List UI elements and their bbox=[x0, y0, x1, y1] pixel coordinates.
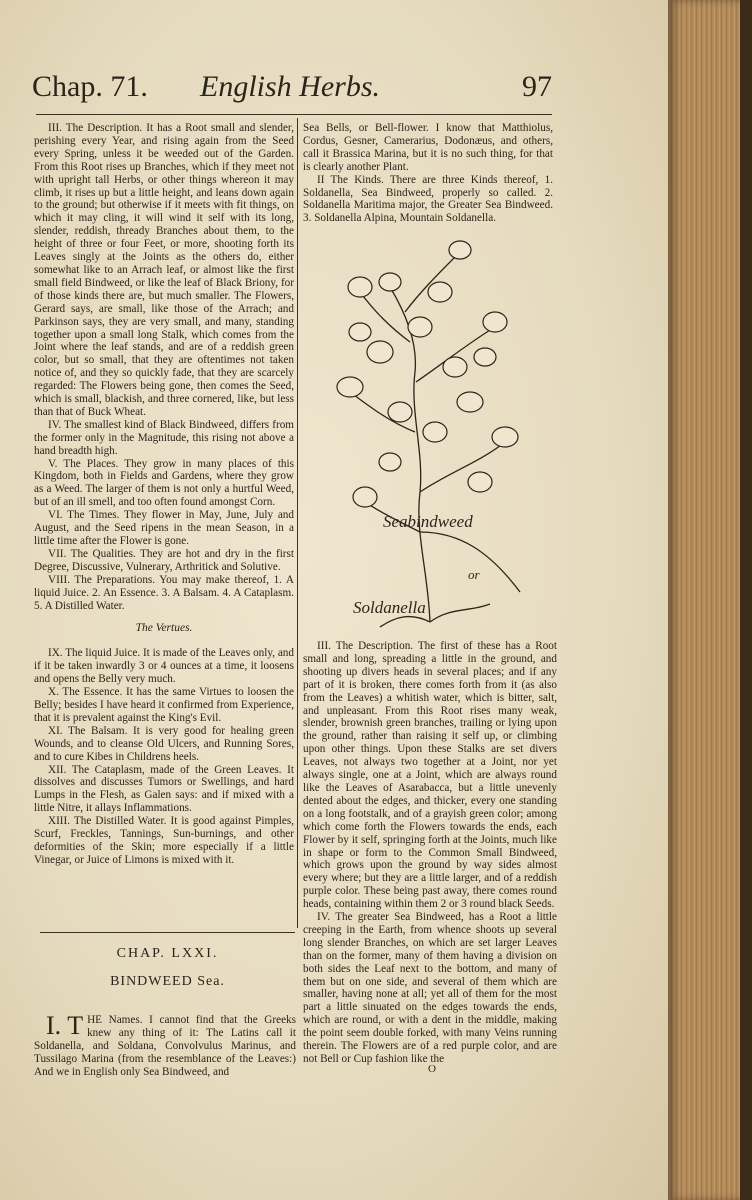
header-rule bbox=[36, 114, 552, 115]
right-column-top bbox=[303, 122, 553, 225]
book-page-edges bbox=[668, 0, 752, 1200]
chapter-number: Chap. 71. bbox=[32, 70, 148, 103]
paragraph-times: VI. The Times. They flower in May, June, July and August, and the Seed ripens in the mean Season, in a little time after the Flower is gone. bbox=[34, 509, 294, 547]
chapter-rule bbox=[40, 932, 295, 933]
paragraph-description: III. The Description. It has a Root small and slender, perishing every Year, and rising again from the Seed every Spring, unless it be weeded out of the Garden. From this Root rises up Branches, which if they meet not with upright tall Herbs, or other things whereon it may climb, it rises up but a little height, and leans down again to the ground; but otherwise if it meets with fit things, on which it may cling, it will wind it self with its long, slender, reddish, thready Branches about them, to the height of three or four Feet, or more, shooting forth its Leaves singly at the Joints as the others do, either somewhat like to an Arrach leaf, or almost like the first small field Bindweed, or like the leaf of Black Briony, for of those kinds there are, but much smaller. The Flowers, Gerard says, are small, like those of the Arrach; and Parkinson says, they are very small, and many, standing together upon a small long Stalk, which comes from the Joint where the leaf stands, and are of a reddish green color, but so small, that they are oftentimes not taken notice of, and they so quickly fade, that they are scarcely regarded: The Flowers being gone, then comes the Seed, which is small, blackish, and three cornered, like, but less than that of Buck Wheat. bbox=[34, 122, 294, 418]
illustration-label-or: or bbox=[468, 567, 480, 582]
drop-cap: I. T bbox=[46, 1011, 84, 1040]
paragraph-distilled-water: XIII. The Distilled Water. It is good against Pimples, Scurf, Freckles, Tannings, Sun-burnings, and other deformities of the Skin; more especially if a little Vinegar, or Juice of Limons is mixed with it. bbox=[34, 815, 294, 866]
illustration-label-soldanella: Soldanella bbox=[353, 598, 426, 617]
paragraph-sea-bells: Sea Bells, or Bell-flower. I know that Matthiolus, Cordus, Gesner, Camerarius, Dodonæus, and others, call it Brassica Marina, but it is no such thing, for that is clearly another Plant. bbox=[303, 122, 553, 173]
paragraph-kinds: II The Kinds. There are three Kinds thereof, 1. Soldanella, Sea Bindweed, properly so called. 2. Soldanella Maritima major, the Greater Sea Bindweed. 3. Soldanella Alpina, Mountain Soldanella. bbox=[303, 173, 553, 225]
paragraph-greater-sea-bindweed: IV. The greater Sea Bindweed, has a Root a little creeping in the Earth, from whence shoots up several long slender Branches, on which are set larger Leaves than on the former, many of them having a division on both sides the Leaf next to the bottom, and many of them but on one side, and several of them which are smaller, having none at all; yet all of them for the most part a little sinuated on the edges towards the ends, which are round, or with a dent in the middle, making the point seem double forked, with many Veins running therein. The Flowers are of a red purple color, and are not Bell or Cup fashion like the bbox=[303, 911, 557, 1065]
chapter-heading: CHAP. LXXI. bbox=[116, 946, 219, 961]
paragraph-balsam: XI. The Balsam. It is very good for healing green Wounds, and to cleanse Old Ulcers, and Running Sores, and to cure Kibes in Childrens heels. bbox=[34, 724, 294, 763]
paragraph-qualities: VII. The Qualities. They are hot and dry in the first Degree, Discussive, Vulnerary, Arthritick and Solutive. bbox=[34, 547, 294, 573]
signature-mark: O bbox=[428, 1063, 436, 1075]
illustration-label-seabindweed: Seabindweed bbox=[383, 512, 473, 531]
left-column-bottom bbox=[34, 1011, 296, 1079]
paragraph-preparations: VIII. The Preparations. You may make thereof, 1. A liquid Juice. 2. An Essence. 3. A Balsam. 4. A Cataplasm. 5. A Distilled Water. bbox=[34, 573, 294, 612]
paragraph-smallest-kind: IV. The smallest kind of Black Bindweed, differs from the former only in the Magnitude, this rising not above a hand breadth high. bbox=[34, 418, 294, 457]
paragraph-essence: X. The Essence. It has the same Virtues to loosen the Belly; besides I have heard it confirmed from Experience, that it is prevalent against the King's Evil. bbox=[34, 686, 294, 724]
right-column-bottom bbox=[303, 640, 557, 1066]
left-column bbox=[34, 122, 294, 867]
sea-bindweed-illustration bbox=[320, 232, 540, 632]
paragraph-places: V. The Places. They grow in many places of this Kingdom, both in Fields and Gardens, where they grow as a Weed. The larger of them is not only a hurtful Weed, but of an ill smell, and too often found amongst Corn. bbox=[34, 457, 294, 509]
chapter-subtitle: BINDWEED Sea. bbox=[110, 974, 225, 989]
running-title: English Herbs. bbox=[200, 70, 380, 103]
paragraph-sea-description: III. The Description. The first of these has a Root small and long, spreading a little in the ground, and shooting up divers heads in several places; and if any part of it is broken, there comes forth from it (as also from the Leaves) a whitish water, which is bitter, salt, and unpleasant. From this Root rises many weak, slender, brownish green branches, trailing or lying upon the ground, rather than raising it self up, or climbing upon other things. Upon these Stalks are set divers Leaves, not always two together at a Joint, nor yet always single, one at a Joint, which are always round like the Leaves of Asarabacca, but a little unevenly dented about the edges, and thicker, every one standing on a long footstalk, and of a grayish green color; among which come forth the Flowers towards the ends, each Flower by it self, springing forth at the Joints, much like in shape or form to the Common Small Bindweed, which grows upon the ground by way sides almost every where; but they are a little larger, and of a reddish purple color. These being past away, there comes round heads, containing within them 2 or 3 round black Seeds. bbox=[303, 640, 557, 911]
paragraph-cataplasm: XII. The Cataplasm, made of the Green Leaves. It dissolves and discusses Tumors or Swellings, and hard Lumps in the Flesh, as Galen says: and if mixed with a little Nitre, it allays Inflammations. bbox=[34, 763, 294, 815]
page-number: 97 bbox=[522, 70, 552, 103]
running-header bbox=[32, 70, 552, 114]
column-divider bbox=[297, 118, 298, 928]
vertues-heading: The Vertues. bbox=[135, 622, 193, 635]
paragraph-liquid-juice: IX. The liquid Juice. It is made of the Leaves only, and if it be taken inwardly 3 or 4 ounces at a time, it loosens and opens the Belly very much. bbox=[34, 647, 294, 686]
paragraph-names: HE Names. I cannot find that the Greeks knew any thing of it: The Latins call it Soldanella, and Soldana, Convolvulus Marinus, and Tussilago Marina (from the resemblance of the Leaves:) And we in English only Sea Bindweed, and bbox=[34, 1014, 296, 1078]
